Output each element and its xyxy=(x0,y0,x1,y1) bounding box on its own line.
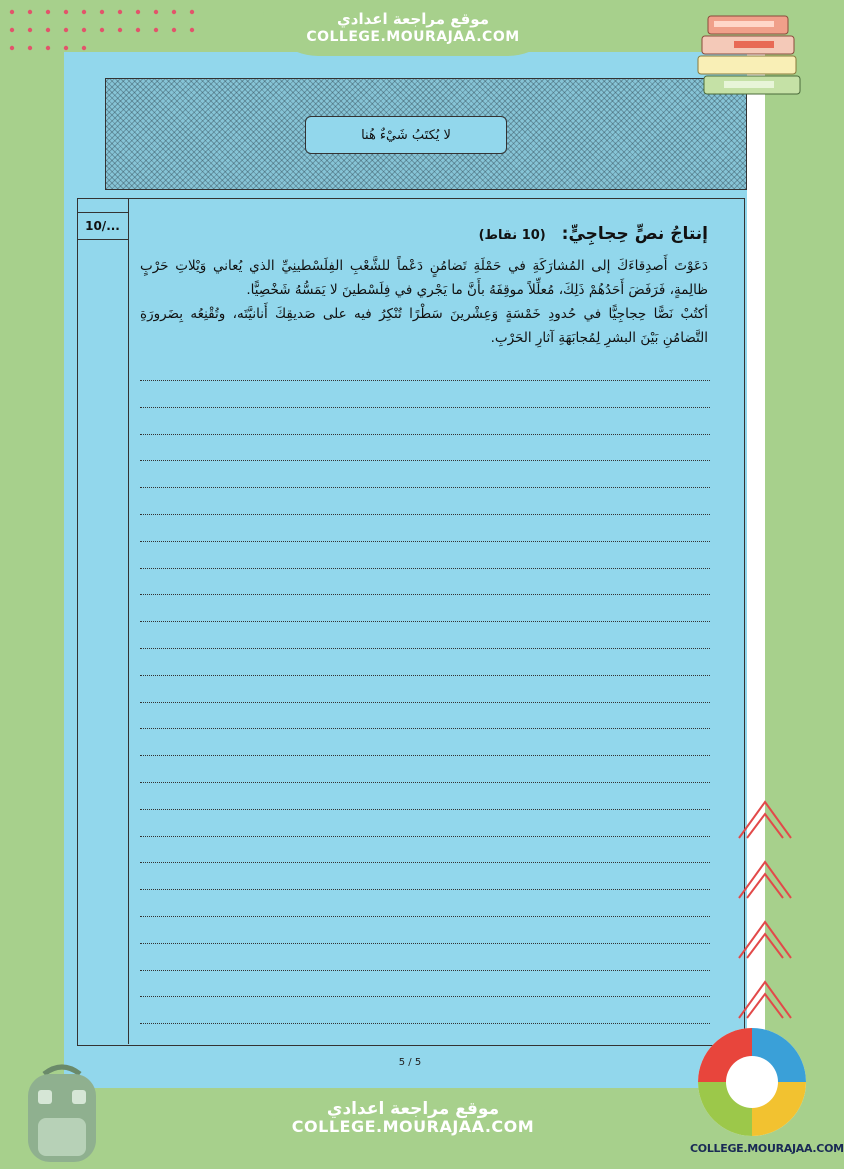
writing-line xyxy=(140,809,710,810)
bottom-banner-url[interactable]: COLLEGE.MOURAJAA.COM xyxy=(291,1117,535,1136)
writing-line xyxy=(140,514,710,515)
top-banner-url[interactable]: COLLEGE.MOURAJAA.COM xyxy=(306,29,520,45)
chevron-up-icon xyxy=(735,796,795,1036)
logo-text: COLLEGE.MOURAJAA.COM xyxy=(690,1142,844,1155)
writing-line xyxy=(140,702,710,703)
top-banner-arabic: موقع مراجعة اعدادي xyxy=(337,10,489,28)
question-paragraph-1: دَعَوْتَ أَصدِقاءَكَ إلى المُشارَكَةِ في حَمْلَةِ تَضامُنٍ دَعْماً للشَّعْبِ الفِلَسْطينِيِّ الذي يُعاني وَيْلاتِ حَرْبٍ ظالِمةٍ، فَرَفَضَ أَحَدُهُمْ ذَلِكَ، مُعلِّلاً موقِفَهُ بأَنَّ ما يَجْري في فِلَسْطينَ لا يَمَسُّهُ شَخْصِيًّا. xyxy=(140,258,708,298)
bottom-banner xyxy=(262,1088,564,1158)
writing-line xyxy=(140,996,710,997)
section-heading xyxy=(479,224,708,244)
writing-line xyxy=(140,568,710,569)
writing-line xyxy=(140,487,710,488)
writing-line xyxy=(140,594,710,595)
section-title: إنتاجُ نصٍّ حِجاجِيٍّ: xyxy=(561,224,708,244)
writing-line xyxy=(140,380,710,381)
writing-line xyxy=(140,943,710,944)
section-points: (10 نقاط) xyxy=(478,228,546,243)
backpack-icon xyxy=(14,1060,110,1166)
writing-line xyxy=(140,970,710,971)
question-paragraph-2: أكتُبْ نَصًّا حِجاجِيًّا في حُدودِ خَمْسَةٍ وَعِشْرينَ سَطْرًا تُنْكِرُ فيه على صَديقِكَ أَنانيَّتَه، وتُقْنِعُه بِضَرورَةِ التَّضامُنِ بَيْنَ البشرِ لِمُجابَهَةِ آثارِ الحَرْبِ. xyxy=(140,306,708,346)
score-box: 10/... xyxy=(77,212,128,240)
writing-line xyxy=(140,916,710,917)
writing-line xyxy=(140,675,710,676)
bottom-banner-arabic: موقع مراجعة اعدادي xyxy=(326,1099,500,1119)
question-text xyxy=(140,254,708,350)
books-icon xyxy=(694,12,806,96)
writing-line xyxy=(140,836,710,837)
writing-line xyxy=(140,460,710,461)
writing-line xyxy=(140,755,710,756)
writing-line xyxy=(140,862,710,863)
writing-line xyxy=(140,407,710,408)
writing-line xyxy=(140,1023,710,1024)
no-write-label: لا يُكتَبُ شَيْءٌ هُنا xyxy=(305,116,507,154)
writing-line xyxy=(140,782,710,783)
top-banner xyxy=(262,0,564,56)
writing-line xyxy=(140,541,710,542)
writing-line xyxy=(140,889,710,890)
decorative-dots xyxy=(8,6,208,52)
score-column xyxy=(77,198,129,1044)
writing-line xyxy=(140,621,710,622)
page-number: 5 / 5 xyxy=(398,1057,422,1068)
writing-line xyxy=(140,434,710,435)
writing-line xyxy=(140,648,710,649)
writing-line xyxy=(140,728,710,729)
site-logo-icon xyxy=(696,1026,808,1138)
